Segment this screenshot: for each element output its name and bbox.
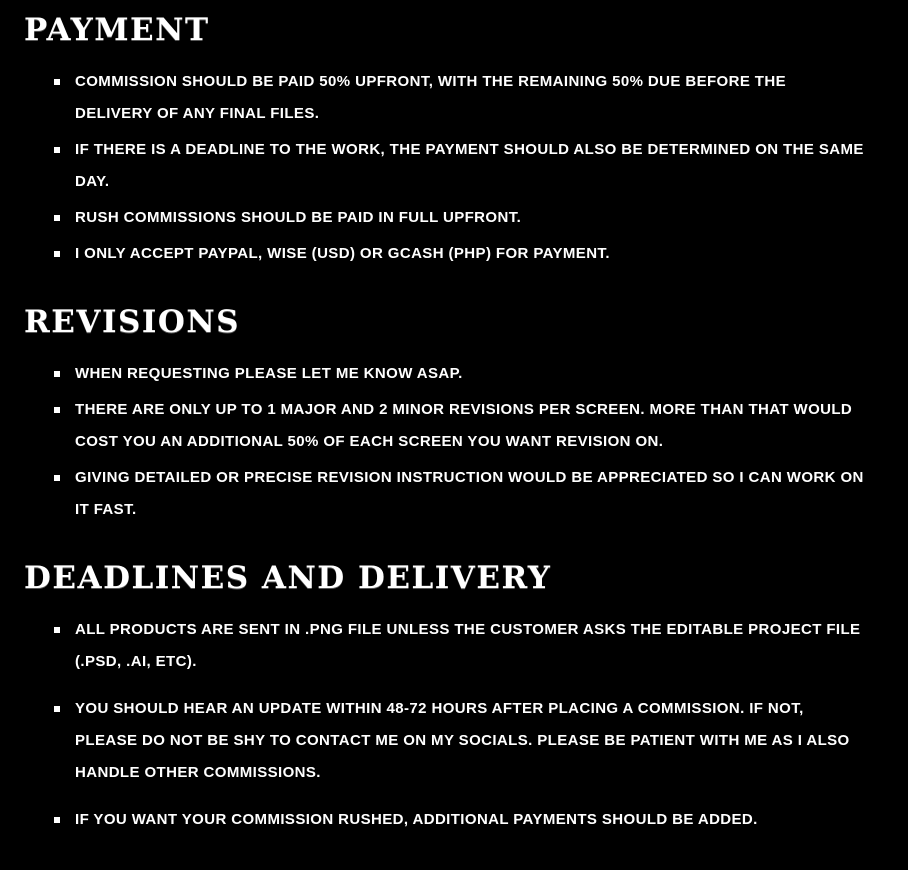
bullet-square-icon bbox=[54, 251, 60, 257]
payment-bullet-4-text: I ONLY ACCEPT PAYPAL, WISE (USD) OR GCASH (PHP) FOR PAYMENT. bbox=[75, 245, 610, 262]
bullet-square-icon bbox=[54, 627, 60, 633]
payment-bullet-list bbox=[24, 66, 866, 270]
revisions-bullet-1 bbox=[54, 358, 866, 390]
payment-bullet-4 bbox=[54, 238, 866, 270]
deadlines-bullet-3-text: IF YOU WANT YOUR COMMISSION RUSHED, ADDITIONAL PAYMENTS SHOULD BE ADDED. bbox=[75, 811, 758, 828]
bullet-square-icon bbox=[54, 475, 60, 481]
payment-bullet-3-text: RUSH COMMISSIONS SHOULD BE PAID IN FULL UPFRONT. bbox=[75, 209, 522, 226]
deadlines-bullet-3 bbox=[54, 804, 866, 836]
revisions-bullet-3-text: GIVING DETAILED OR PRECISE REVISION INSTRUCTION WOULD BE APPRECIATED SO I CAN WORK ON IT FAST. bbox=[75, 469, 864, 518]
bullet-square-icon bbox=[54, 147, 60, 153]
revisions-bullet-1-text: WHEN REQUESTING PLEASE LET ME KNOW ASAP. bbox=[75, 365, 463, 382]
deadlines-section-title: DEADLINES AND DELIVERY bbox=[24, 560, 552, 596]
payment-bullet-2 bbox=[54, 134, 866, 198]
bullet-square-icon bbox=[54, 817, 60, 823]
deadlines-bullet-2 bbox=[54, 693, 866, 789]
bullet-square-icon bbox=[54, 79, 60, 85]
revisions-bullet-2 bbox=[54, 394, 866, 458]
deadlines-bullet-2-text: YOU SHOULD HEAR AN UPDATE WITHIN 48-72 HOURS AFTER PLACING A COMMISSION. IF NOT, PLEASE DO NOT BE SHY TO CONTACT ME ON MY SOCIALS. PLEASE BE PATIENT WITH ME AS I ALSO HANDLE OTHER COMMISSIONS. bbox=[75, 700, 850, 781]
revisions-section-title: REVISIONS bbox=[24, 304, 241, 340]
payment-bullet-2-text: IF THERE IS A DEADLINE TO THE WORK, THE PAYMENT SHOULD ALSO BE DETERMINED ON THE SAME DAY. bbox=[75, 141, 864, 190]
bullet-square-icon bbox=[54, 371, 60, 377]
revisions-bullet-3 bbox=[54, 462, 866, 526]
payment-section-title: PAYMENT bbox=[24, 12, 210, 48]
payment-bullet-1 bbox=[54, 66, 866, 130]
section-revisions bbox=[24, 304, 884, 526]
payment-bullet-1-text: COMMISSION SHOULD BE PAID 50% UPFRONT, WITH THE REMAINING 50% DUE BEFORE THE DELIVERY OF ANY FINAL FILES. bbox=[75, 73, 787, 122]
deadlines-bullet-1-text: ALL PRODUCTS ARE SENT IN .PNG FILE UNLESS THE CUSTOMER ASKS THE EDITABLE PROJECT FILE (.PSD, .AI, ETC). bbox=[75, 621, 861, 670]
bullet-square-icon bbox=[54, 215, 60, 221]
revisions-bullet-2-text: THERE ARE ONLY UP TO 1 MAJOR AND 2 MINOR REVISIONS PER SCREEN. MORE THAN THAT WOULD COST YOU AN ADDITIONAL 50% OF EACH SCREEN YOU WANT REVISION ON. bbox=[75, 401, 853, 450]
payment-bullet-3 bbox=[54, 202, 866, 234]
bullet-square-icon bbox=[54, 706, 60, 712]
section-payment bbox=[24, 12, 884, 270]
bullet-square-icon bbox=[54, 407, 60, 413]
revisions-bullet-list bbox=[24, 358, 866, 526]
deadlines-bullet-list bbox=[24, 614, 866, 836]
deadlines-bullet-1 bbox=[54, 614, 866, 678]
section-deadlines-delivery bbox=[24, 560, 884, 836]
